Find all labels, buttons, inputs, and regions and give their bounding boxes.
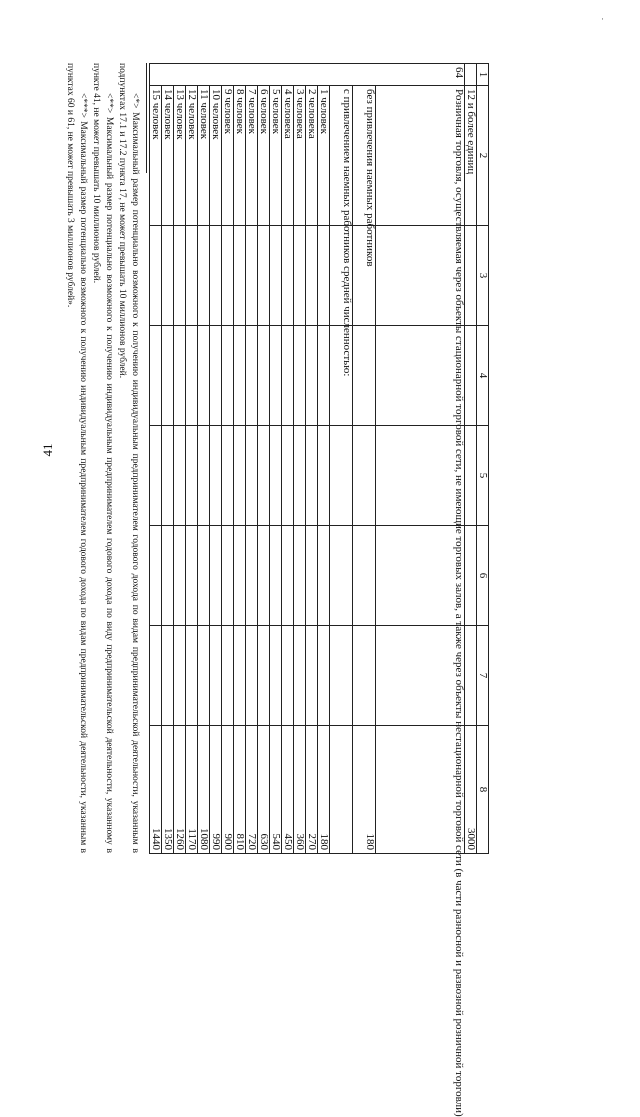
empty-cell <box>270 426 282 526</box>
empty-cell <box>210 326 222 426</box>
row-label: 7 человек <box>246 86 258 226</box>
empty-cell <box>330 426 353 526</box>
header-cell: 8 <box>477 726 489 854</box>
empty-cell <box>222 626 234 726</box>
footnotes <box>63 63 147 853</box>
empty-cell <box>198 226 210 326</box>
table-row <box>270 64 282 854</box>
empty-cell <box>150 426 162 526</box>
empty-cell <box>162 526 174 626</box>
row-value: 900 <box>222 726 234 854</box>
empty-cell <box>294 626 306 726</box>
empty-cell <box>282 426 294 526</box>
row-value: 1260 <box>174 726 186 854</box>
empty-cell <box>186 626 198 726</box>
rotated-page-content <box>19 23 579 1117</box>
header-cell: 1 <box>477 64 489 86</box>
row-label: 6 человек <box>258 86 270 226</box>
row-value: 180 <box>318 726 330 854</box>
row-value: 540 <box>270 726 282 854</box>
empty-cell <box>186 426 198 526</box>
empty-cell <box>162 426 174 526</box>
empty-cell <box>330 626 353 726</box>
header-cell: 7 <box>477 626 489 726</box>
empty-cell <box>210 226 222 326</box>
empty-cell <box>353 626 376 726</box>
empty-cell <box>174 526 186 626</box>
table-row <box>353 64 376 854</box>
empty-cell <box>306 226 318 326</box>
empty-cell <box>174 226 186 326</box>
empty-cell <box>318 426 330 526</box>
empty-cell <box>198 426 210 526</box>
footnote-divider <box>146 63 147 173</box>
empty-cell <box>318 626 330 726</box>
empty-cell <box>353 426 376 526</box>
empty-cell <box>353 326 376 426</box>
group-title-row <box>376 64 465 854</box>
empty-cell <box>210 626 222 726</box>
row-label: 12 человек <box>186 86 198 226</box>
empty-cell <box>258 426 270 526</box>
table-row <box>294 64 306 854</box>
empty-cell <box>210 426 222 526</box>
row-value: 630 <box>258 726 270 854</box>
empty-cell <box>465 526 477 626</box>
empty-cell <box>258 226 270 326</box>
table-row <box>162 64 174 854</box>
row-value: 1350 <box>162 726 174 854</box>
table-row <box>186 64 198 854</box>
row-label: 10 человек <box>210 86 222 226</box>
empty-cell <box>246 626 258 726</box>
empty-cell <box>246 326 258 426</box>
empty-cell <box>270 226 282 326</box>
row-value: 1440 <box>150 726 162 854</box>
empty-cell <box>234 526 246 626</box>
empty-cell <box>306 426 318 526</box>
empty-cell <box>150 626 162 726</box>
empty-cell <box>174 326 186 426</box>
row-label: 4 человека <box>282 86 294 226</box>
empty-cell <box>318 526 330 626</box>
empty-cell <box>353 526 376 626</box>
row-value: 720 <box>246 726 258 854</box>
empty-cell <box>222 426 234 526</box>
table-body <box>150 64 489 1117</box>
footnote-list <box>63 63 141 853</box>
table-row <box>258 64 270 854</box>
empty-cell <box>294 326 306 426</box>
table-row <box>150 64 162 854</box>
empty-cell <box>246 226 258 326</box>
table-row <box>318 64 330 854</box>
empty-cell <box>222 326 234 426</box>
row-label: 8 человек <box>234 86 246 226</box>
empty-cell <box>234 226 246 326</box>
corner-mark: · <box>601 14 604 24</box>
empty-cell <box>234 426 246 526</box>
empty-cell <box>330 726 353 854</box>
empty-cell <box>270 626 282 726</box>
group-title: Розничная торговля, осуществляемая через объекты стационарной торговой сети, не имеющие торговых залов, а также через объекты нестационарной торговой сети (в части разносной и развозной розничной торговли) <box>376 86 465 226</box>
row-label: 2 человека <box>306 86 318 226</box>
empty-cell <box>376 226 465 326</box>
row-number-cell <box>465 64 477 86</box>
header-row <box>477 64 489 854</box>
empty-cell <box>376 726 465 854</box>
footnote: <*> Максимальный размер потенциально возможного к получению индивидуальным предпринимателем годового дохода по видам предпринимательской деятельности, указанным в подпунктах 17.1 и 17.2 пункта 17, не может превышать 10 миллионов рублей. <box>117 63 140 853</box>
header-cell: 4 <box>477 326 489 426</box>
table-row <box>306 64 318 854</box>
empty-cell <box>270 326 282 426</box>
empty-cell <box>465 226 477 326</box>
empty-cell <box>270 526 282 626</box>
group-number: 64 <box>150 64 465 86</box>
empty-cell <box>150 326 162 426</box>
table-row <box>198 64 210 854</box>
table-row <box>222 64 234 854</box>
empty-cell <box>174 626 186 726</box>
empty-cell <box>174 426 186 526</box>
page-number: 41 <box>40 443 55 457</box>
empty-cell <box>198 526 210 626</box>
empty-cell <box>162 626 174 726</box>
empty-cell <box>376 426 465 526</box>
row-label: 12 и более единиц <box>465 86 477 226</box>
table-row <box>330 64 353 854</box>
row-value: 810 <box>234 726 246 854</box>
empty-cell <box>150 526 162 626</box>
empty-cell <box>294 226 306 326</box>
header-cell: 5 <box>477 426 489 526</box>
row-label: 13 человек <box>174 86 186 226</box>
tariff-table <box>149 63 489 1117</box>
empty-cell <box>258 326 270 426</box>
row-label: 1 человек <box>318 86 330 226</box>
row-value: 990 <box>210 726 222 854</box>
empty-cell <box>376 326 465 426</box>
empty-cell <box>465 626 477 726</box>
empty-cell <box>282 326 294 426</box>
empty-cell <box>162 226 174 326</box>
header-cell: 6 <box>477 526 489 626</box>
empty-cell <box>246 526 258 626</box>
row-label: с привлечением наемных работников средней численностью: <box>330 86 353 226</box>
row-label: 3 человека <box>294 86 306 226</box>
empty-cell <box>282 226 294 326</box>
row-value: 3000 <box>465 726 477 854</box>
empty-cell <box>306 326 318 426</box>
empty-cell <box>150 226 162 326</box>
empty-cell <box>282 526 294 626</box>
row-value: 1080 <box>198 726 210 854</box>
empty-cell <box>294 426 306 526</box>
empty-cell <box>222 526 234 626</box>
row-label: 9 человек <box>222 86 234 226</box>
row-value: 450 <box>282 726 294 854</box>
row-value: 270 <box>306 726 318 854</box>
row-label: 15 человек <box>150 86 162 226</box>
empty-cell <box>376 626 465 726</box>
row-value: 1170 <box>186 726 198 854</box>
row-value: 180 <box>353 726 376 854</box>
table-row <box>246 64 258 854</box>
empty-cell <box>210 526 222 626</box>
row-label: 5 человек <box>270 86 282 226</box>
empty-cell <box>465 326 477 426</box>
empty-cell <box>162 326 174 426</box>
header-cell: 2 <box>477 86 489 226</box>
empty-cell <box>222 226 234 326</box>
empty-cell <box>306 526 318 626</box>
footnote: <***> Максимальный размер потенциально возможного к получению индивидуальным предпринимателем годового дохода по видам предпринимательской деятельности, указанным в пунктах 60 и 61, не может превышать 3 миллионов рублей». <box>65 63 88 853</box>
table-row <box>465 64 477 854</box>
empty-cell <box>258 526 270 626</box>
row-label: 14 человек <box>162 86 174 226</box>
empty-cell <box>330 526 353 626</box>
empty-cell <box>294 526 306 626</box>
empty-cell <box>186 326 198 426</box>
footnote: <**> Максимальный размер потенциально возможного к получению индивидуальным предпринимателем годового дохода по виду предпринимательской деятельности, указанному в пункте 41, не может превышать 10 миллионов рублей. <box>91 63 114 853</box>
empty-cell <box>306 626 318 726</box>
empty-cell <box>258 626 270 726</box>
table-row <box>174 64 186 854</box>
empty-cell <box>376 526 465 626</box>
empty-cell <box>234 326 246 426</box>
empty-cell <box>198 626 210 726</box>
table-row <box>210 64 222 854</box>
empty-cell <box>186 226 198 326</box>
row-value: 360 <box>294 726 306 854</box>
empty-cell <box>318 226 330 326</box>
empty-cell <box>234 626 246 726</box>
table-row <box>234 64 246 854</box>
empty-cell <box>318 326 330 426</box>
table-row <box>282 64 294 854</box>
empty-cell <box>246 426 258 526</box>
empty-cell <box>186 526 198 626</box>
header-cell: 3 <box>477 226 489 326</box>
empty-cell <box>282 626 294 726</box>
empty-cell <box>198 326 210 426</box>
row-label: без привлечения наемных работников <box>353 86 376 226</box>
empty-cell <box>465 426 477 526</box>
row-label: 11 человек <box>198 86 210 226</box>
